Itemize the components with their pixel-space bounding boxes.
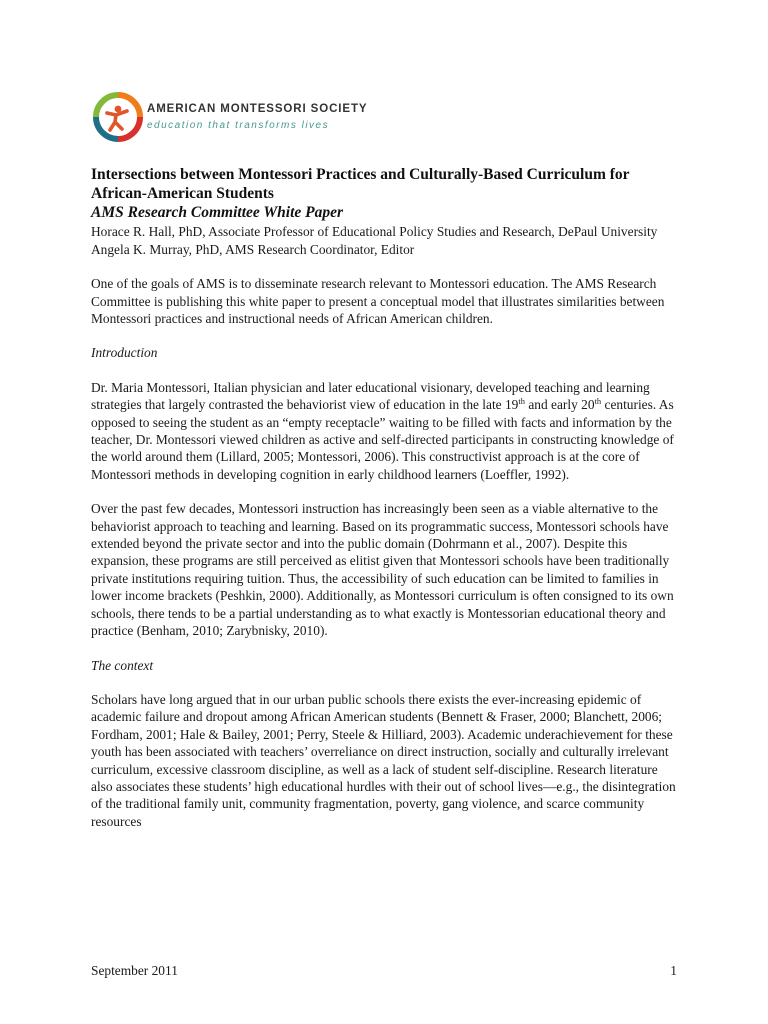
org-name: AMERICAN MONTESSORI SOCIETY — [147, 103, 368, 115]
footer-date: September 2011 — [91, 963, 178, 978]
document-title: Intersections between Montessori Practices and Culturally-Based Curriculum for African-American Students — [91, 166, 630, 202]
document-subtitle: AMS Research Committee White Paper — [91, 204, 344, 221]
document-content — [91, 165, 681, 830]
intro-paragraph: One of the goals of AMS is to disseminate research relevant to Montessori education. The AMS Research Committee is publishing this white paper to present a conceptual model that illustrates similarities between Montessori practices and instructional needs of African American children. — [91, 276, 665, 326]
org-tagline: education that transforms lives — [147, 120, 330, 131]
body-paragraph-1: Dr. Maria Montessori, Italian physician and later educational visionary, developed teaching and learning strategies that largely contrasted the behaviorist view of education in the late 19th and early 20th centuries. As opposed to seeing the student as an “empty receptacle” waiting to be filled with facts and information by the teacher, Dr. Montessori viewed children as active and self-directed participants in constructing knowledge of the world around them (Lillard, 2005; Montessori, 2006). This constructivist approach is at the core of Montessori methods in developing cognition in early childhood learners (Loeffler, 1992). — [91, 379, 674, 482]
body-paragraph-2: Over the past few decades, Montessori instruction has increasingly been seen as a viable alternative to the behaviorist approach to teaching and learning. Based on its programmatic success, Montessori schools have extended beyond the private sector and into the public domain (Dohrmann et al., 2007). Despite this expansion, these programs are still perceived as elitist given that Montessori schools have been traditionally private institutions requiring tuition. Thus, the accessibility of such education can be limited to families in lower income brackets (Peshkin, 2000). Additionally, as Montessori curriculum is often consigned to its own schools, there tends to be a partial understanding as to what exactly is Montessorian educational theory and practice (Benham, 2010; Zarybnisky, 2010). — [91, 501, 674, 639]
section-heading-context: The context — [91, 657, 154, 673]
section-heading-introduction: Introduction — [91, 345, 158, 361]
ams-logo — [93, 92, 393, 142]
author-line-2: Angela K. Murray, PhD, AMS Research Coordinator, Editor — [91, 241, 415, 257]
page-number: 1 — [670, 963, 677, 978]
author-line-1: Horace R. Hall, PhD, Associate Professor of Educational Policy Studies and Research, DePaul University — [91, 224, 658, 239]
body-paragraph-3: Scholars have long argued that in our urban public schools there exists the ever-increasing epidemic of academic failure and dropout among African American students (Bennett & Fraser, 2000; Blanchett, 2006; Fordham, 2001; Hale & Bailey, 2001; Perry, Steele & Hilliard, 2003). Academic underachievement for these youth has been associated with teachers’ overreliance on direct instruction, socially and culturally irrelevant curriculum, excessive classroom discipline, as well as a lack of student self-discipline. Research literature also associates these students’ high educational hurdles with their out of school lives—e.g., the disintegration of the traditional family unit, community fragmentation, poverty, gang violence, and scarce community resources — [91, 691, 676, 829]
ams-emblem-icon — [93, 92, 143, 142]
